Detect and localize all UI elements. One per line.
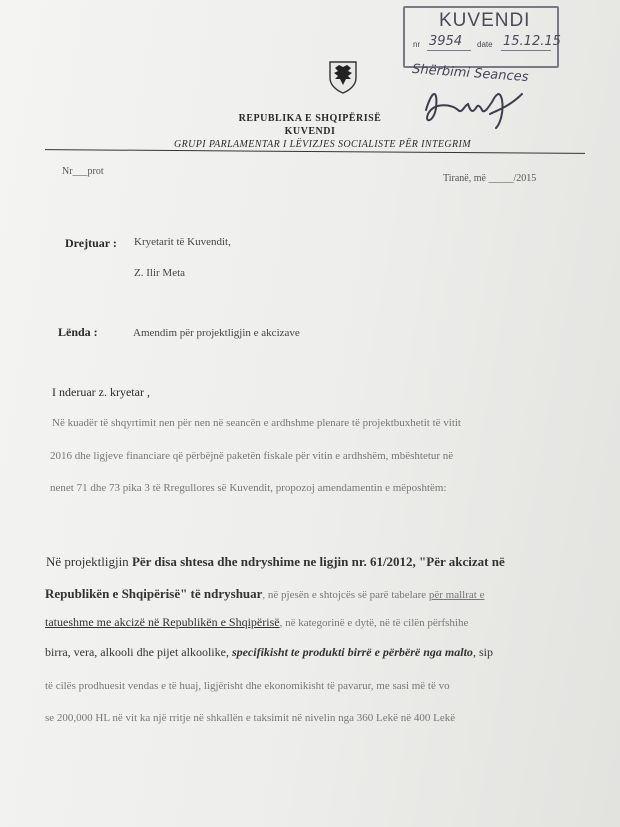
paragraph2-line2-text: , në pjesën e shtojcës së parë tabelare (262, 589, 429, 601)
header-assembly: KUVENDI (284, 126, 336, 137)
stamp-nr-line (427, 50, 471, 51)
coat-of-arms-emblem (326, 58, 360, 94)
paragraph2-law-title-end: Republikën e Shqipërisë" të ndryshuar (45, 586, 263, 601)
stamp-date-value: 15.12.15 (503, 34, 561, 49)
stamp-nr-label: nr (413, 40, 421, 49)
addressee-line1: Kryetarit të Kuvendit, (134, 236, 231, 248)
header-group: GRUPI PARLAMENTAR I LËVIZJES SOCIALISTE PËR INTEGRIM (173, 139, 472, 150)
paragraph2-line3 (45, 615, 468, 630)
stamp-date-label: date (477, 40, 493, 49)
stamp-handwritten-note: Shërbimi Seances (411, 61, 529, 86)
paragraph2-line3-underlined: tatueshme me akcizë në Republikën e Shqipërisë (45, 615, 280, 629)
paragraph1-line1: Në kuadër të shqyrtimit nen për nen në seancën e ardhshme plenare të projektbuxhetit të vitit (52, 417, 461, 429)
addressee-line2: Z. Ilir Meta (134, 267, 186, 279)
header-republic: REPUBLIKA E SHQIPËRISË (238, 113, 382, 124)
paragraph2-law-title: Për disa shtesa dhe ndryshime ne ligjin nr. 61/2012, "Për akcizat në (131, 554, 505, 569)
place-date: Tiranë, më _____/2015 (443, 173, 537, 184)
stamp-date-line (501, 50, 551, 51)
stamp-title: KUVENDI (439, 10, 531, 31)
subject-label: Lënda : (58, 325, 98, 339)
reception-stamp (403, 6, 559, 68)
nr-prot: Nr___prot (62, 166, 104, 177)
paragraph2-line2-underlined: për mallrat e (428, 589, 485, 601)
paragraph1-line2: 2016 dhe ligjeve financiare që përbëjnë paketën fiskale për vitin e ardhshëm, mbështetur në (50, 450, 454, 462)
paragraph2-line4 (45, 645, 493, 660)
paragraph2-line5: të cilës prodhuesit vendas e të huaj, ligjërisht dhe ekonomikisht të pavarur, me sasi më të vo (45, 680, 450, 692)
paragraph2-line3-text: , në kategorinë e dytë, në të cilën përfshihe (279, 617, 469, 629)
paragraph2-line4-end: , sip (472, 645, 493, 659)
paragraph2-line1-prefix: Në projektligjin (46, 554, 132, 569)
paragraph1-line3: nenet 71 dhe 73 pika 3 të Rregullores së Kuvendit, propozoj amendamentin e mëposhtëm: (50, 482, 447, 494)
salutation: I nderuar z. kryetar , (52, 385, 150, 399)
paragraph2-line6: se 200,000 HL në vit ka një rritje në shkallën e taksimit në nivelin nga 360 Lekë në 400 Lekë (45, 712, 456, 724)
paragraph2-line1 (46, 554, 505, 570)
paragraph2-line2 (45, 586, 484, 602)
stamp-nr-value: 3954 (429, 34, 463, 49)
subject-text: Amendim për projektligjin e akcizave (133, 327, 300, 339)
paragraph2-line4-text: birra, vera, alkooli dhe pijet alkoolike, (45, 645, 232, 659)
paragraph2-line4-emphasis: specifikisht te produkti birrë e përbërë nga malto (231, 645, 473, 659)
addressee-label: Drejtuar : (65, 236, 117, 250)
